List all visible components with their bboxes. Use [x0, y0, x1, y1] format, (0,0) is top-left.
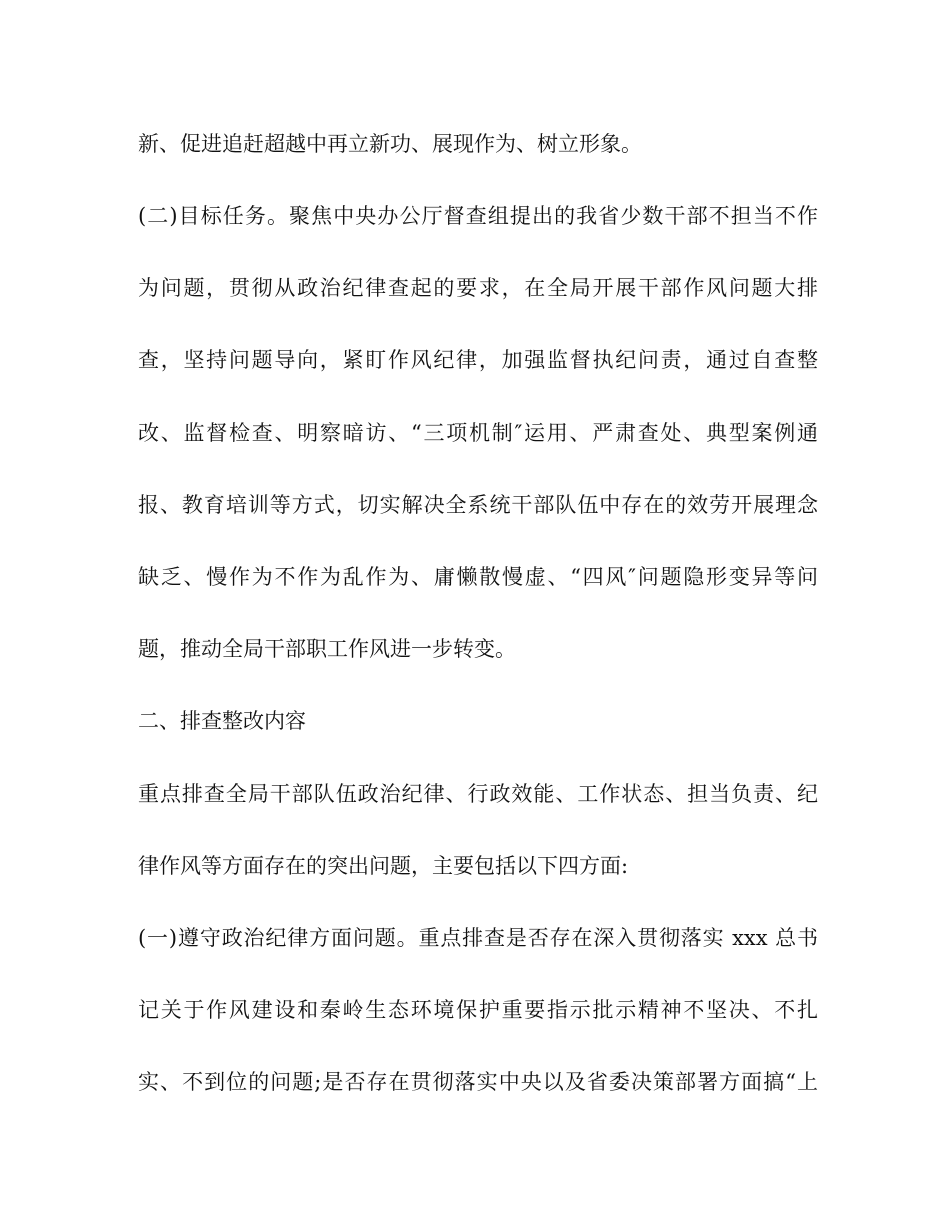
text-line: 律作风等方面存在的突出问题，主要包括以下四方面:	[138, 854, 629, 878]
text-line: 实、不到位的问题;是否存在贯彻落实中央以及省委决策部署方面搞“上	[138, 1070, 818, 1094]
text-line: (二)目标任务。聚焦中央办公厅督查组提出的我省少数干部不担当不作	[138, 204, 818, 228]
text-line: 新、促进追赶超越中再立新功、展现作为、树立形象。	[138, 132, 642, 156]
text-line: (一)遵守政治纪律方面问题。重点排查是否存在深入贯彻落实 xxx 总书	[138, 926, 818, 950]
section-heading: 二、排查整改内容	[138, 709, 306, 733]
text-line: 为问题，贯彻从政治纪律查起的要求，在全局开展干部作风问题大排	[138, 276, 818, 300]
text-line: 查，坚持问题导向，紧盯作风纪律，加强监督执纪问责，通过自查整	[138, 348, 818, 372]
text-line: 记关于作风建设和秦岭生态环境保护重要指示批示精神不坚决、不扎	[138, 998, 818, 1022]
text-line: 缺乏、慢作为不作为乱作为、庸懒散慢虚、“四风″问题隐形变异等问	[138, 565, 818, 589]
text-line: 改、监督检查、明察暗访、“三项机制″运用、严肃查处、典型案例通	[138, 421, 818, 445]
text-line: 报、教育培训等方式，切实解决全系统干部队伍中存在的效劳开展理念	[138, 493, 818, 517]
text-line: 题，推动全局干部职工作风进一步转变。	[138, 637, 516, 661]
text-line: 重点排查全局干部队伍政治纪律、行政效能、工作状态、担当负责、纪	[138, 782, 818, 806]
